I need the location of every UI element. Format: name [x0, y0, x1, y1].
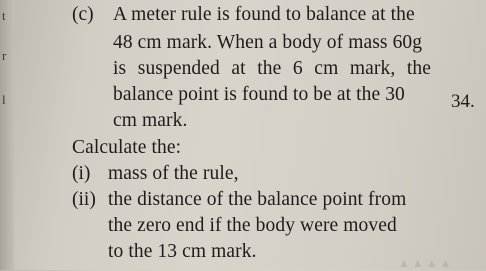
subpart-ii-line-2: the zero end if the body were moved	[108, 215, 397, 236]
page-gutter	[0, 0, 14, 270]
part-label: (c)	[72, 4, 94, 25]
question-line-1: A meter rule is found to balance at the	[113, 4, 415, 25]
question-number: 34.	[451, 91, 475, 112]
bleed-through-text: ▲▲▲▲	[398, 256, 454, 270]
subpart-i-line-1: mass of the rule,	[108, 163, 239, 184]
subpart-ii-line-3: to the 13 cm mark.	[108, 241, 257, 262]
question-line-2: 48 cm mark. When a body of mass 60g	[113, 32, 423, 53]
question-line-4: balance point is found to be at the 30	[113, 84, 405, 105]
subpart-label-i: (i)	[72, 163, 91, 184]
calculate-prompt: Calculate the:	[72, 137, 182, 158]
gutter-mark: t	[2, 8, 6, 23]
subpart-ii-line-1: the distance of the balance point from	[108, 189, 407, 210]
question-line-3: is suspended at the 6 cm mark, the	[113, 58, 431, 79]
question-line-5: cm mark.	[113, 110, 188, 131]
gutter-mark: l	[2, 92, 6, 107]
gutter-mark: r	[2, 48, 7, 63]
subpart-label-ii: (ii)	[72, 189, 96, 210]
